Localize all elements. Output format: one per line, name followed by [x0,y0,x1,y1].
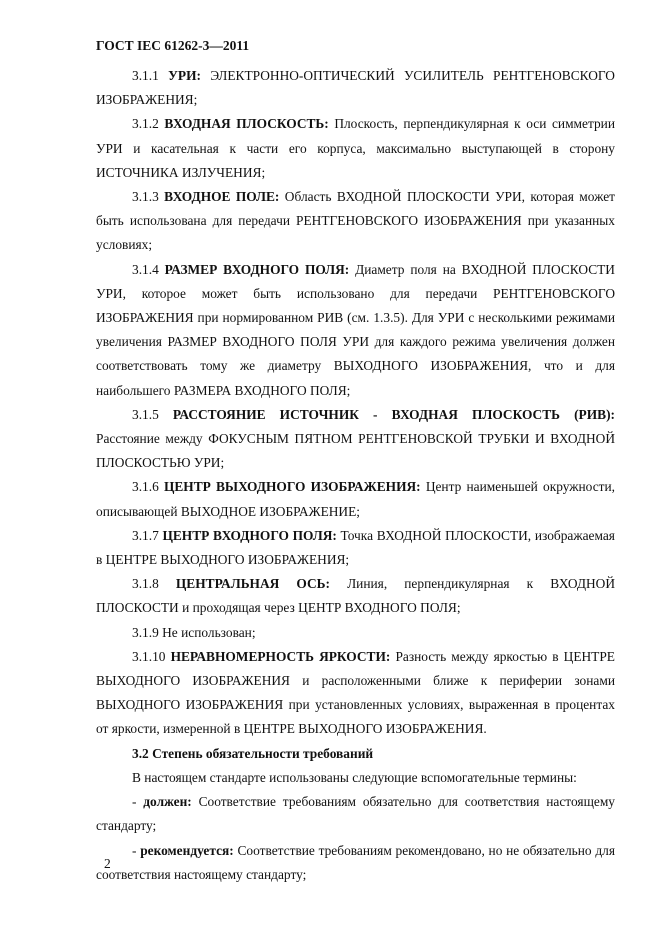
definition-3-1-9: 3.1.9 Не использован; [132,624,256,640]
term: ВХОДНОЕ ПОЛЕ: [164,189,280,205]
section-heading: 3.2 Степень обязательности требований [132,745,374,761]
document-header: ГОСТ IEC 61262-3—2011 [96,38,250,53]
definition-3-1-1: 3.1.1 УРИ: ЭЛЕКТРОННО-ОПТИЧЕСКИЙ УСИЛИТЕЛЬ РЕНТГЕНОВСКОГО ИЗОБРАЖЕНИЯ; [96,68,615,108]
requirement-item: - должен: Соответствие требованиям обязательно для соответствия настоящему стандарту; [96,794,615,834]
term: ЦЕНТРАЛЬНАЯ ОСЬ: [175,576,330,592]
term: ЦЕНТР ВХОДНОГО ПОЛЯ: [162,527,337,543]
term: рекомендуется: [140,842,234,858]
document-body [96,64,615,887]
definition-3-1-10: 3.1.10 НЕРАВНОМЕРНОСТЬ ЯРКОСТИ: Разность между яркостью в ЦЕНТРЕ ВЫХОДНОГО ИЗОБРАЖЕНИЯ и расположенными ближе к периферии зонами ВЫХОДНОГО ИЗОБРАЖЕНИЯ при установленных условиях, выраженная в процентах от яркости, измеренной в ЦЕНТРЕ ВЫХОДНОГО ИЗОБРАЖЕНИЯ. [96,648,615,737]
page-number: 2 [104,856,111,871]
definition-3-1-3: 3.1.3 ВХОДНОЕ ПОЛЕ: Область ВХОДНОЙ ПЛОСКОСТИ УРИ, которая может быть использована для передачи РЕНТГЕНОВСКОГО ИЗОБРАЖЕНИЯ при указанных условиях; [96,189,615,253]
term: ЦЕНТР ВЫХОДНОГО ИЗОБРАЖЕНИЯ: [163,479,421,495]
term: УРИ: [168,68,201,83]
requirement-item: - рекомендуется: Соответствие требованиям рекомендовано, но не обязательно для соответствия настоящему стандарту; [96,842,615,882]
term: ВХОДНАЯ ПЛОСКОСТЬ: [164,116,329,132]
definition-3-1-7: 3.1.7 ЦЕНТР ВХОДНОГО ПОЛЯ: Точка ВХОДНОЙ ПЛОСКОСТИ, изображаемая в ЦЕНТРЕ ВЫХОДНОГО ИЗОБРАЖЕНИЯ; [96,527,615,568]
term: НЕРАВНОМЕРНОСТЬ ЯРКОСТИ: [170,648,391,664]
term: РАЗМЕР ВХОДНОГО ПОЛЯ: [164,261,350,277]
term: должен: [143,794,192,810]
definition-3-1-6: 3.1.6 ЦЕНТР ВЫХОДНОГО ИЗОБРАЖЕНИЯ: Центр наименьшей окружности, описывающей ВЫХОДНОЕ ИЗОБРАЖЕНИЕ; [96,479,615,519]
term: РАССТОЯНИЕ ИСТОЧНИК - ВХОДНАЯ ПЛОСКОСТЬ (РИВ): [172,406,615,422]
definition-3-1-2: 3.1.2 ВХОДНАЯ ПЛОСКОСТЬ: Плоскость, перпендикулярная к оси симметрии УРИ и касательная к части его корпуса, максимально выступающей в сторону ИСТОЧНИКА ИЗЛУЧЕНИЯ; [96,116,615,180]
definition-3-1-8: 3.1.8 ЦЕНТРАЛЬНАЯ ОСЬ: Линия, перпендикулярная к ВХОДНОЙ ПЛОСКОСТИ и проходящая через ЦЕНТР ВХОДНОГО ПОЛЯ; [96,576,615,616]
section-intro: В настоящем стандарте использованы следующие вспомогательные термины: [132,769,577,785]
definition-3-1-5: 3.1.5 РАССТОЯНИЕ ИСТОЧНИК - ВХОДНАЯ ПЛОСКОСТЬ (РИВ): Расстояние между ФОКУСНЫМ ПЯТНОМ РЕНТГЕНОВСКОЙ ТРУБКИ И ВХОДНОЙ ПЛОСКОСТЬЮ УРИ; [96,406,615,471]
definition-3-1-4: 3.1.4 РАЗМЕР ВХОДНОГО ПОЛЯ: Диаметр поля на ВХОДНОЙ ПЛОСКОСТИ УРИ, которое может быть использовано для передачи РЕНТГЕНОВСКОГО ИЗОБРАЖЕНИЯ при нормированном РИВ (см. 1.3.5). Для УРИ с несколькими режимами увеличения РАЗМЕР ВХОДНОГО ПОЛЯ УРИ для каждого режима увеличения должен соответствовать тому же диаметру ВЫХОДНОГО ИЗОБРАЖЕНИЯ, что и для наибольшего РАЗМЕРА ВХОДНОГО ПОЛЯ; [96,261,615,398]
